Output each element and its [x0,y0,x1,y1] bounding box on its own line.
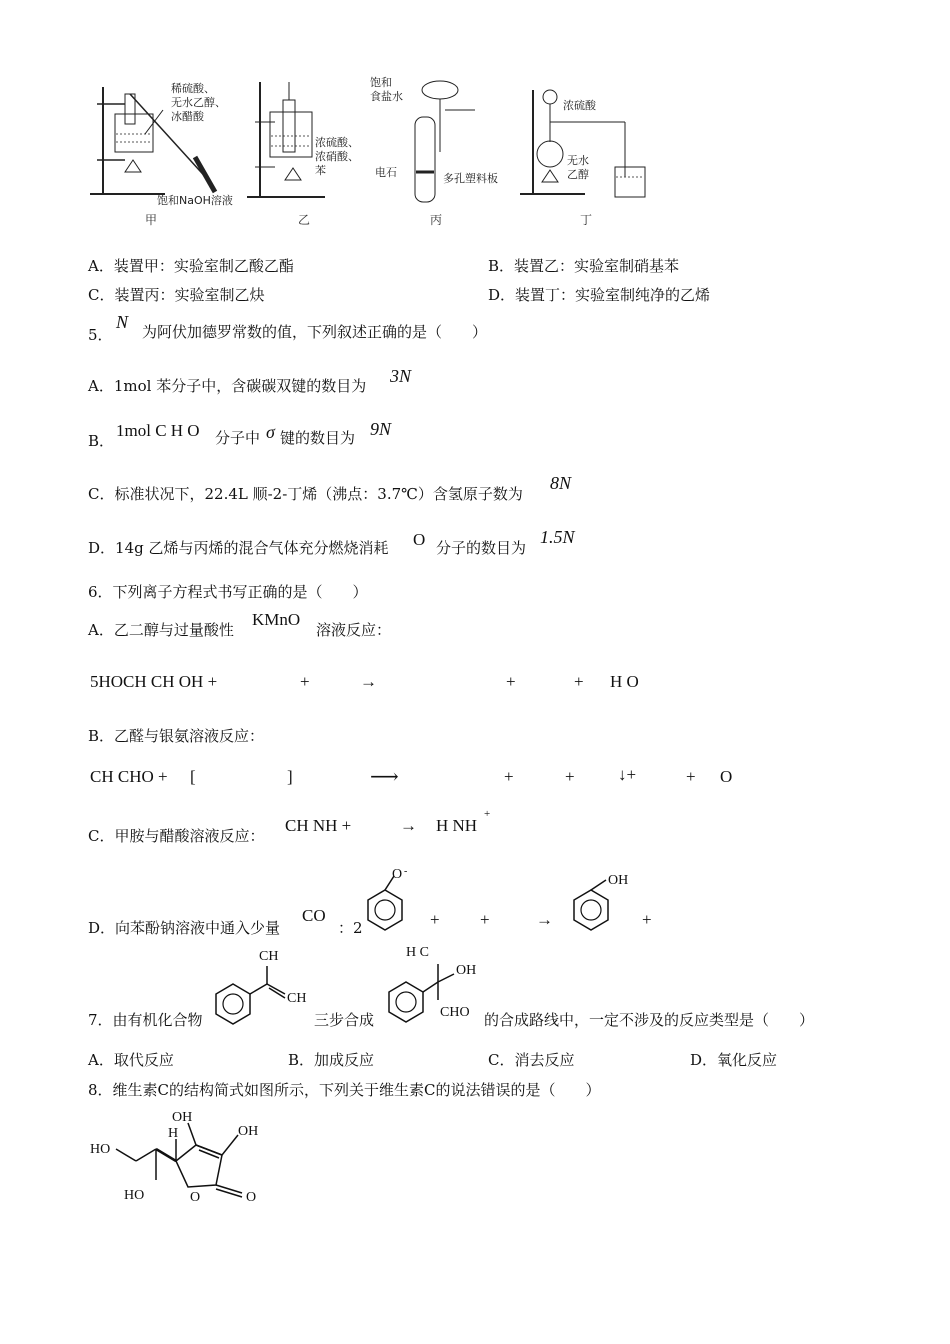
vc-o-ring: O [190,1190,201,1205]
alpha-methylstyrene-structure [205,944,315,1029]
bing-plate-label: 多孔塑料板 [443,172,498,185]
vc-ho-left: HO [90,1142,111,1157]
q6-b-eq-lbracket: [ [190,767,196,786]
q4-option-c[interactable]: C．装置丙：实验室制乙炔 [88,286,265,304]
q5-option-a-value: 3N [390,366,412,386]
q6-a-eq-arrow: → [360,672,377,691]
q6-c-eq-charge: + [484,808,491,820]
mol2-cho: CHO [440,1005,470,1020]
mol2-h3c: H C [406,945,429,960]
q7-option-d[interactable]: D．氧化反应 [690,1051,778,1069]
q6-c-eq-reactant: CH NH + [285,816,352,835]
yi-reagent-line3: 苯 [315,164,326,177]
q6-d-eq-plus3: + [642,910,652,929]
q5-option-b-mid: 分子中 [215,429,261,447]
q6-d-eq-plus1: + [430,910,440,929]
q7-option-c[interactable]: C．消去反应 [488,1051,575,1069]
q6-a-eq-plus2: + [506,672,516,691]
yi-reagent-line2: 浓硝酸、 [315,150,359,163]
q4-option-a[interactable]: A．装置甲：实验室制乙酸乙酯 [88,257,294,275]
q6-b-eq-arrow: ⟶ [370,766,399,788]
vitamin-c-structure [88,1105,288,1215]
q6-a-eq-reactant: 5HOCH CH OH + [90,672,218,691]
q6-option-a-kmno: KMnO [252,610,301,629]
q5-option-d[interactable]: D．14g 乙烯与丙烯的混合气体充分燃烧消耗 [88,539,389,557]
q5-stem: 为阿伏加德罗常数的值，下列叙述正确的是（ ） [142,323,488,341]
q6-a-eq-plus3: + [574,672,584,691]
q5-option-b-prefix[interactable]: B． [88,432,115,450]
q6-d-eq-plus2: + [480,910,490,929]
phenoxide-minus: - [404,866,408,877]
q6-b-eq-rbracket: ] [287,767,293,786]
q4-option-b[interactable]: B．装置乙：实验室制硝基苯 [488,257,680,275]
apparatus-yi [247,82,359,227]
phenol-structure [566,866,641,936]
q6-c-eq-arrow: → [400,816,417,835]
jia-caption: 甲 [145,213,158,227]
q6-option-a-tail: 溶液反应： [316,621,392,639]
apparatus-figure [85,72,650,232]
bing-brine-line2: 食盐水 [370,90,403,103]
q7-option-b[interactable]: B．加成反应 [288,1051,375,1069]
phenoxide-o: O [392,867,403,882]
q6-option-a[interactable]: A．乙二醇与过量酸性 [88,621,234,639]
q6-b-eq-water: O [720,767,733,786]
vc-h: H [168,1126,179,1141]
q5-na-symbol: N [116,312,129,332]
q6-b-eq-precipitate: ↓+ [618,765,637,784]
vc-oh-top: OH [172,1110,193,1125]
apparatus-bing [370,75,498,227]
q6-b-eq-plus2: + [565,767,575,786]
bing-caption: 丙 [430,213,443,227]
q6-option-c[interactable]: C．甲胺与醋酸溶液反应： [88,827,265,845]
q6-b-eq-plus1: + [504,767,514,786]
q5-option-b-sigma: σ [266,422,275,442]
q6-d-co2: CO [302,906,326,925]
jia-reagent-label-line1: 稀硫酸、 [171,82,215,95]
yi-caption: 乙 [298,213,311,227]
vc-o-keto: O [246,1190,257,1205]
jia-naoh-label: 饱和NaOH溶液 [157,194,233,207]
q6-d-eq-arrow: → [536,910,553,929]
q5-option-c-value: 8N [550,473,572,493]
q5-number: 5． [88,326,113,344]
bing-carbide-label: 电石 [375,166,397,179]
q6-b-eq-reactant: CH CHO + [90,767,168,786]
vc-ho-bottom: HO [124,1188,145,1203]
phenoxide-structure [360,866,420,936]
q7-tail: 的合成路线中，一定不涉及的反应类型是（ ） [484,1011,815,1029]
q7-option-a[interactable]: A．取代反应 [88,1051,174,1069]
ding-ethanol-line2: 乙醇 [567,168,589,181]
q5-option-a[interactable]: A．1mol 苯分子中，含碳碳双键的数目为 [88,377,367,395]
bing-brine-line1: 饱和 [370,76,392,89]
mol1-ch2: CH [287,991,307,1006]
q6-c-eq-product: H NH [436,816,478,835]
q6-option-d[interactable]: D．向苯酚钠溶液中通入少量 [88,919,281,937]
q4-option-d[interactable]: D．装置丁：实验室制纯净的乙烯 [488,286,711,304]
vc-oh-right: OH [238,1124,259,1139]
q5-option-b-tail: 键的数目为 [280,429,356,447]
q7-pre: 7．由有机化合物 [88,1011,203,1029]
q6-b-eq-plus3: + [686,767,696,786]
q6-option-b[interactable]: B．乙醛与银氨溶液反应： [88,727,265,745]
q6-d-colon: ：2 [338,919,363,937]
q7-mid: 三步合成 [314,1011,375,1029]
mol1-ch3: CH [259,949,279,964]
apparatus-jia [90,81,233,227]
q5-option-b-value: 9N [370,419,392,439]
jia-reagent-label-line3: 冰醋酸 [171,110,204,123]
q6-a-eq-plus1: + [300,672,310,691]
q5-option-b-formula: 1mol C H O [116,421,200,440]
jia-reagent-label-line2: 无水乙醇、 [171,96,226,109]
q5-option-d-o2: O [413,530,426,549]
q5-option-d-value: 1.5N [540,527,575,547]
ding-acid-label: 浓硫酸 [563,99,596,112]
yi-reagent-line1: 浓硫酸、 [315,136,359,149]
mol2-oh: OH [456,963,477,978]
apparatus-ding [520,90,645,227]
ding-ethanol-line1: 无水 [567,154,589,167]
q6-a-eq-water: H O [610,672,639,691]
q6-stem: 6．下列离子方程式书写正确的是（ ） [88,583,368,601]
hydroxy-aldehyde-structure [378,938,488,1033]
q5-option-d-tail: 分子的数目为 [436,539,527,557]
ding-caption: 丁 [580,213,593,227]
phenol-oh: OH [608,873,629,888]
q8-stem: 8．维生素C的结构简式如图所示，下列关于维生素C的说法错误的是（ ） [88,1081,601,1099]
q5-option-c[interactable]: C．标准状况下，22.4L 顺-2-丁烯（沸点：3.7℃）含氢原子数为 [88,485,523,503]
